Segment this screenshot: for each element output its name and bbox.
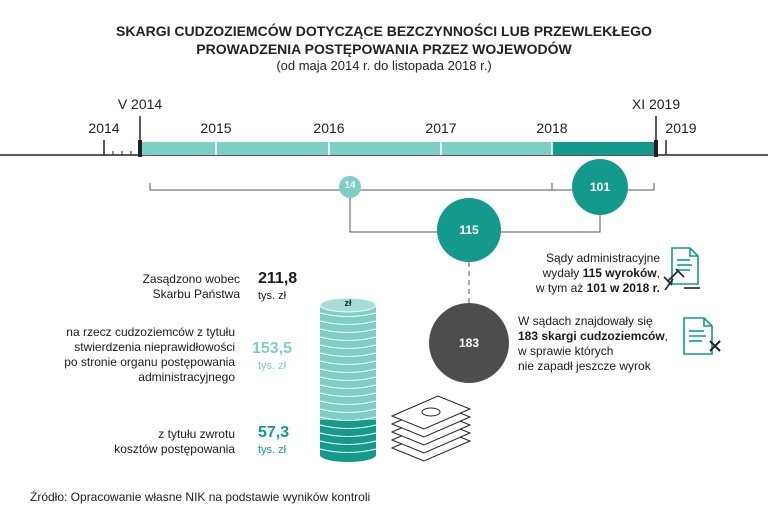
pending-document-icon [684,318,720,354]
part2-label: z tytułu zwrotu kosztów postępowania [114,427,235,456]
year-label-2014: 2014 [88,120,120,136]
coin-stack [320,298,376,462]
pending-line-1: W sądach znajdowały się [518,314,653,328]
total-value: 211,8 [258,270,298,287]
courts-line-2: wydały 115 wyroków, [542,266,660,280]
pending-line-4: nie zapadł jeszcze wyrok [518,359,651,373]
source-note: Źródło: Opracowanie własne NIK na podstawie wyników kontroli [30,490,371,504]
label-v2014: V 2014 [117,96,163,112]
part1-unit: tys. zł [258,360,287,372]
timeline-bar-end-cap [654,140,658,157]
connector-101-115 [500,214,600,232]
part1-value: 153,5 [252,340,293,357]
year-label-2015: 2015 [200,120,232,136]
circle-14-value: 14 [344,180,356,191]
year-label-2017: 2017 [425,120,457,136]
timeline-bar-2014-2017 [140,142,552,155]
banknotes-icon [392,396,470,461]
pending-line-3: w sprawie których [518,344,614,358]
connector-14-115 [350,196,440,232]
title-line-2: PROWADZENIA POSTĘPOWANIA PRZEZ WOJEWODÓW [196,41,572,57]
timeline-bar-2018 [552,142,656,155]
total-label: Zasądzono wobec Skarbu Państwa [142,272,240,301]
year-label-2016: 2016 [313,120,345,136]
pending-text [518,314,688,374]
timeline-bar-start-cap [138,140,142,157]
part2-value: 57,3 [258,424,290,441]
courts-line-3: w tym aż 101 w 2018 r. [535,281,660,295]
courts-line-1: Sądy administracyjne [545,251,660,265]
year-label-2018: 2018 [536,120,568,136]
part1-label: na rzecz cudzoziemców z tytułu stwierdzenia nieprawidłowości po stronie organu postępowania administracyjnego [64,325,235,384]
label-xi2019: XI 2019 [631,96,681,112]
circle-183-value: 183 [458,336,480,350]
pending-line-2: 183 skargi cudzoziemców, [518,329,669,343]
page-subtitle: (od maja 2014 r. do listopada 2018 r.) [276,58,492,73]
judgment-document-icon [664,248,700,290]
year-label-2019: 2019 [665,120,697,136]
part2-unit: tys. zł [258,444,287,456]
circle-101-value: 101 [589,180,611,194]
coin-symbol: zł [344,298,352,308]
circle-115-value: 115 [459,223,479,237]
total-unit: tys. zł [258,290,287,302]
title-line-1: SKARGI CUDZOZIEMCÓW DOTYCZĄCE BEZCZYNNOŚCI LUB PRZEWLEKŁEGO [116,23,652,39]
courts-text [500,251,660,296]
